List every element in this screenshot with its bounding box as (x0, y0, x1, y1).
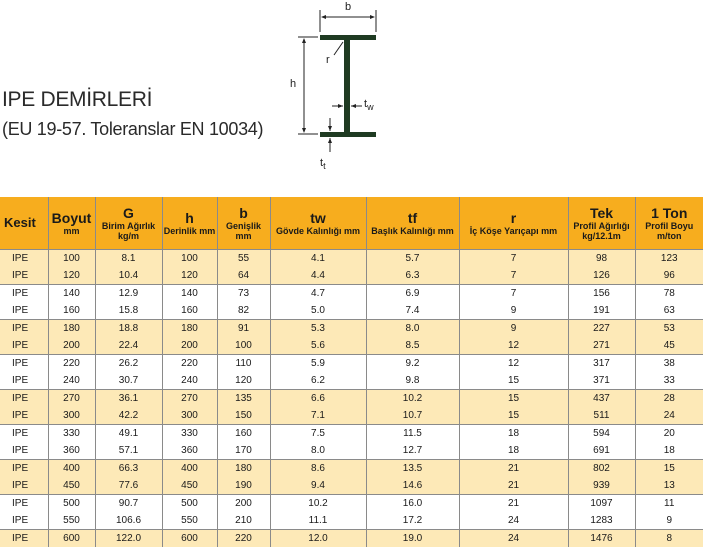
table-cell: 300 (162, 407, 217, 425)
table-row (0, 302, 703, 320)
table-cell: 220 (217, 530, 270, 548)
table-cell: 82 (217, 302, 270, 320)
table-cell: 21 (459, 495, 568, 513)
column-header-title: 1 Ton (651, 204, 688, 221)
table-row (0, 460, 703, 478)
table-cell: IPE (0, 390, 48, 408)
table-cell: 691 (568, 442, 635, 460)
table-cell: 126 (568, 267, 635, 285)
table-cell: 100 (48, 250, 95, 268)
table-cell: 594 (568, 425, 635, 443)
table-cell: 330 (162, 425, 217, 443)
table-row (0, 320, 703, 338)
table-cell: 511 (568, 407, 635, 425)
table-cell: 15 (459, 407, 568, 425)
table-cell: 6.6 (270, 390, 366, 408)
table-cell: 45 (635, 337, 703, 355)
table-cell: 73 (217, 285, 270, 303)
table-cell: 100 (217, 337, 270, 355)
table-body (0, 250, 703, 548)
table-cell: 200 (162, 337, 217, 355)
page-title: IPE DEMİRLERİ (2, 88, 153, 111)
table-row (0, 267, 703, 285)
column-header-title: Tek (589, 204, 614, 221)
table-cell: 450 (48, 477, 95, 495)
table-row (0, 495, 703, 513)
table-cell: 63 (635, 302, 703, 320)
column-header-title: tw (310, 209, 326, 226)
table-cell: IPE (0, 460, 48, 478)
ipe-table (0, 197, 703, 547)
table-cell: 10.2 (270, 495, 366, 513)
table-cell: 180 (217, 460, 270, 478)
table-cell: 91 (217, 320, 270, 338)
table-cell: 24 (459, 512, 568, 530)
column-header-unit: Profil Boyu m/ton (645, 220, 694, 241)
table-cell: 110 (217, 355, 270, 373)
table-cell: IPE (0, 425, 48, 443)
table-row (0, 355, 703, 373)
table-cell: 191 (568, 302, 635, 320)
table-cell: 200 (48, 337, 95, 355)
column-header-8 (568, 197, 635, 250)
table-cell: 4.4 (270, 267, 366, 285)
table-cell: 156 (568, 285, 635, 303)
table-cell: 4.1 (270, 250, 366, 268)
table-cell: 64 (217, 267, 270, 285)
table-cell: 200 (217, 495, 270, 513)
column-header-2 (95, 197, 162, 250)
column-header-title: b (239, 204, 248, 221)
table-cell: IPE (0, 250, 48, 268)
table-cell: 6.3 (366, 267, 459, 285)
table-cell: 120 (48, 267, 95, 285)
table-cell: 22.4 (95, 337, 162, 355)
table-cell: 20 (635, 425, 703, 443)
table-row (0, 250, 703, 268)
table-cell: 13.5 (366, 460, 459, 478)
column-header-unit: Profil Ağırlığı kg/12.1m (573, 220, 630, 241)
column-header-4 (217, 197, 270, 250)
table-cell: IPE (0, 337, 48, 355)
table-cell: 330 (48, 425, 95, 443)
table-cell: 5.0 (270, 302, 366, 320)
table-cell: 220 (48, 355, 95, 373)
table-cell: 18 (459, 442, 568, 460)
table-cell: IPE (0, 407, 48, 425)
table-cell: 600 (162, 530, 217, 548)
page-subtitle: (EU 19-57. Toleranslar EN 10034) (2, 119, 264, 139)
table-cell: 160 (162, 302, 217, 320)
column-header-unit: Genişlik mm (225, 220, 261, 241)
table-header-row (0, 197, 703, 250)
table-cell: 90.7 (95, 495, 162, 513)
table-cell: 220 (162, 355, 217, 373)
table-cell: 26.2 (95, 355, 162, 373)
table-cell: 123 (635, 250, 703, 268)
table-cell: 190 (217, 477, 270, 495)
table-cell: IPE (0, 495, 48, 513)
dim-r-label: r (326, 54, 330, 66)
column-header-title: G (123, 204, 134, 221)
column-header-3 (162, 197, 217, 250)
column-header-unit: İç Köşe Yarıçapı mm (469, 225, 558, 236)
table-cell: 300 (48, 407, 95, 425)
table-cell: 450 (162, 477, 217, 495)
table-row (0, 372, 703, 390)
table-cell: 9 (635, 512, 703, 530)
table-cell: IPE (0, 477, 48, 495)
table-cell: 33 (635, 372, 703, 390)
table-cell: 140 (48, 285, 95, 303)
table-row (0, 477, 703, 495)
table-cell: 160 (217, 425, 270, 443)
table-row (0, 285, 703, 303)
table-cell: 500 (162, 495, 217, 513)
table-cell: 8.1 (95, 250, 162, 268)
table-cell: 30.7 (95, 372, 162, 390)
table-cell: 14.6 (366, 477, 459, 495)
table-row (0, 407, 703, 425)
table-cell: 400 (48, 460, 95, 478)
table-cell: 106.6 (95, 512, 162, 530)
table-cell: 77.6 (95, 477, 162, 495)
table-cell: 12 (459, 355, 568, 373)
table-cell: 7 (459, 285, 568, 303)
column-header-unit: Başlık Kalınlığı mm (371, 225, 454, 236)
table-cell: 6.9 (366, 285, 459, 303)
table-cell: 10.4 (95, 267, 162, 285)
column-header-unit: Gövde Kalınlığı mm (275, 225, 360, 236)
table-cell: 7.1 (270, 407, 366, 425)
table-cell: 6.2 (270, 372, 366, 390)
column-header-title: Boyut (51, 209, 92, 226)
table-cell: 240 (48, 372, 95, 390)
table-cell: 360 (48, 442, 95, 460)
table-cell: 78 (635, 285, 703, 303)
table-cell: 150 (217, 407, 270, 425)
table-cell: 19.0 (366, 530, 459, 548)
table-cell: 180 (162, 320, 217, 338)
table-cell: 180 (48, 320, 95, 338)
table-cell: 8.5 (366, 337, 459, 355)
table-cell: 802 (568, 460, 635, 478)
table-cell: 7 (459, 267, 568, 285)
table-cell: 66.3 (95, 460, 162, 478)
table-cell: 38 (635, 355, 703, 373)
table-row (0, 442, 703, 460)
table-row (0, 512, 703, 530)
table-cell: 7.4 (366, 302, 459, 320)
table-cell: 55 (217, 250, 270, 268)
table-cell: 160 (48, 302, 95, 320)
table-cell: 135 (217, 390, 270, 408)
table-cell: 5.3 (270, 320, 366, 338)
table-cell: 8.6 (270, 460, 366, 478)
table-cell: 12.7 (366, 442, 459, 460)
column-header-5 (270, 197, 366, 250)
table-cell: IPE (0, 285, 48, 303)
table-cell: 437 (568, 390, 635, 408)
table-row (0, 390, 703, 408)
column-header-title: tf (407, 209, 418, 226)
table-cell: 9.4 (270, 477, 366, 495)
table-cell: 24 (635, 407, 703, 425)
table-cell: 100 (162, 250, 217, 268)
table-cell: 550 (48, 512, 95, 530)
table-cell: 317 (568, 355, 635, 373)
table-cell: 140 (162, 285, 217, 303)
table-cell: 15 (635, 460, 703, 478)
table-cell: 120 (162, 267, 217, 285)
column-header-6 (366, 197, 459, 250)
table-cell: 57.1 (95, 442, 162, 460)
table-cell: 12.0 (270, 530, 366, 548)
table-cell: 16.0 (366, 495, 459, 513)
table-cell: 18 (635, 442, 703, 460)
table-cell: 271 (568, 337, 635, 355)
column-header-title: h (185, 209, 194, 226)
dim-b-label: b (345, 1, 352, 13)
table-cell: 210 (217, 512, 270, 530)
table-cell: IPE (0, 512, 48, 530)
table-cell: 12 (459, 337, 568, 355)
table-cell: 5.9 (270, 355, 366, 373)
table-cell: 170 (217, 442, 270, 460)
table-cell: 21 (459, 477, 568, 495)
table-cell: 18 (459, 425, 568, 443)
table-cell: IPE (0, 355, 48, 373)
column-header-7 (459, 197, 568, 250)
column-header-title: Kesit (4, 215, 36, 230)
column-header-unit: mm (63, 225, 80, 236)
table-cell: 7.5 (270, 425, 366, 443)
table-row (0, 530, 703, 548)
table-cell: IPE (0, 530, 48, 548)
table-cell: 371 (568, 372, 635, 390)
table-cell: 270 (48, 390, 95, 408)
table-cell: 53 (635, 320, 703, 338)
table-cell: 15 (459, 372, 568, 390)
table-cell: 36.1 (95, 390, 162, 408)
ipe-profile-diagram (290, 0, 400, 180)
column-header-0 (0, 197, 48, 250)
column-header-unit: Birim Ağırlık kg/m (101, 220, 156, 241)
table-cell: 11.5 (366, 425, 459, 443)
dim-tw-label: $t_w$ (364, 98, 374, 113)
table-cell: 227 (568, 320, 635, 338)
table-cell: 9 (459, 320, 568, 338)
table-cell: 400 (162, 460, 217, 478)
table-cell: 10.7 (366, 407, 459, 425)
table-cell: 21 (459, 460, 568, 478)
table-cell: IPE (0, 372, 48, 390)
table-cell: IPE (0, 442, 48, 460)
table-cell: 15 (459, 390, 568, 408)
table-cell: 96 (635, 267, 703, 285)
table-cell: 600 (48, 530, 95, 548)
table-cell: 11.1 (270, 512, 366, 530)
table-cell: 4.7 (270, 285, 366, 303)
dim-tt-label: $t_t$ (320, 157, 326, 172)
table-cell: 122.0 (95, 530, 162, 548)
table-cell: 120 (217, 372, 270, 390)
table-cell: 5.7 (366, 250, 459, 268)
table-cell: 1097 (568, 495, 635, 513)
table-cell: 360 (162, 442, 217, 460)
table-row (0, 425, 703, 443)
table-cell: 8.0 (366, 320, 459, 338)
table-cell: 9 (459, 302, 568, 320)
table-cell: 500 (48, 495, 95, 513)
table-cell: 12.9 (95, 285, 162, 303)
table-cell: IPE (0, 320, 48, 338)
table-cell: 49.1 (95, 425, 162, 443)
table-cell: 15.8 (95, 302, 162, 320)
table-cell: 28 (635, 390, 703, 408)
table-cell: 939 (568, 477, 635, 495)
table-cell: 5.6 (270, 337, 366, 355)
table-cell: 98 (568, 250, 635, 268)
column-header-9 (635, 197, 703, 250)
dim-h-label: h (290, 78, 297, 90)
table-row (0, 337, 703, 355)
table-cell: 9.8 (366, 372, 459, 390)
table-cell: 10.2 (366, 390, 459, 408)
table-cell: 8.0 (270, 442, 366, 460)
table-cell: 17.2 (366, 512, 459, 530)
table-cell: 8 (635, 530, 703, 548)
table-cell: 42.2 (95, 407, 162, 425)
table-cell: 7 (459, 250, 568, 268)
table-cell: 1283 (568, 512, 635, 530)
table-cell: 18.8 (95, 320, 162, 338)
column-header-title: r (510, 209, 517, 226)
table-cell: 9.2 (366, 355, 459, 373)
table-cell: 270 (162, 390, 217, 408)
table-cell: 240 (162, 372, 217, 390)
table-cell: 550 (162, 512, 217, 530)
column-header-1 (48, 197, 95, 250)
ipe-profile-drawing (290, 0, 400, 180)
table-cell: 13 (635, 477, 703, 495)
table-cell: 11 (635, 495, 703, 513)
table-cell: IPE (0, 267, 48, 285)
table-cell: 24 (459, 530, 568, 548)
column-header-unit: Derinlik mm (163, 225, 216, 236)
table-cell: 1476 (568, 530, 635, 548)
table-cell: IPE (0, 302, 48, 320)
